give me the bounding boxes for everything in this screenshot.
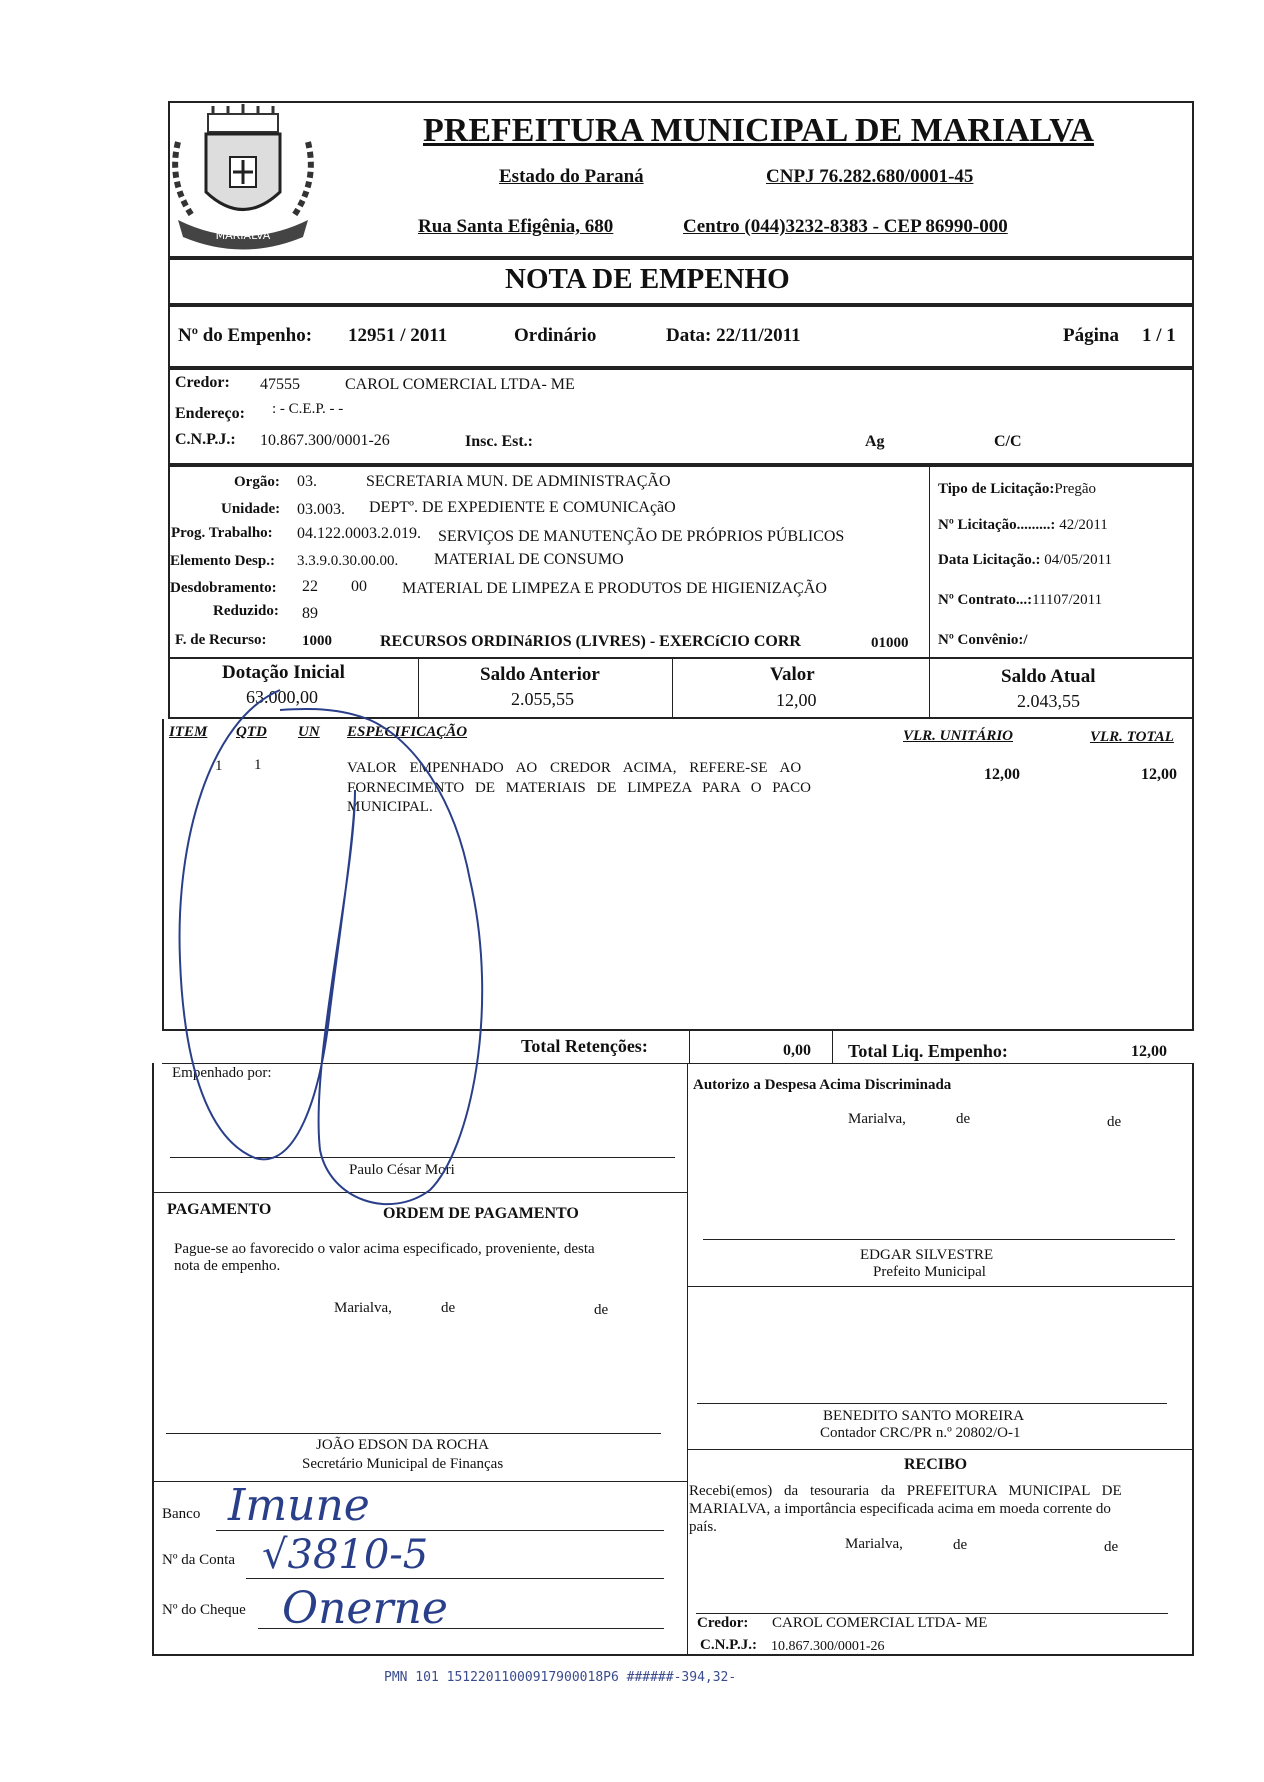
- tipo-licitacao-value: Pregão: [1054, 481, 1097, 497]
- elemento-code: 3.3.9.0.30.00.00.: [297, 553, 399, 569]
- totals-divider-1: [689, 1029, 690, 1063]
- contador-name: BENEDITO SANTO MOREIRA: [823, 1408, 1025, 1424]
- autorizo-de-1: de: [956, 1111, 971, 1127]
- autorizo-label: Autorizo a Despesa Acima Discriminada: [693, 1077, 952, 1093]
- saldo-anterior-value: 2.055,55: [511, 689, 574, 709]
- address-label: Rua Santa Efigênia, 680: [418, 216, 614, 237]
- prefeito-name: EDGAR SILVESTRE: [860, 1247, 994, 1263]
- row-qtd: 1: [254, 757, 262, 773]
- balance-divider-2: [672, 657, 673, 719]
- row-spec-line-2: FORNECIMENTO DE MATERIAIS DE LIMPEZA PARA O PACO: [347, 780, 811, 796]
- conta-field-line: [246, 1578, 664, 1579]
- reduzido-value: 89: [302, 605, 318, 622]
- row-spec-line-1: VALOR EMPENHADO AO CREDOR ACIMA, REFERE-SE AO: [347, 760, 802, 776]
- autorizo-de-2: de: [1107, 1114, 1122, 1130]
- empenho-type: Ordinário: [514, 325, 597, 346]
- credor-code: 47555: [260, 376, 300, 393]
- balance-divider-3: [929, 657, 930, 719]
- state-label: Estado do Paraná: [499, 166, 644, 187]
- desdobramento-code: 22: [302, 578, 318, 595]
- unidade-value: DEPTº. DE EXPEDIENTE E COMUNICAçãO: [369, 499, 676, 516]
- cheque-handwritten: Onerne: [282, 1583, 448, 1634]
- cnpj-header: CNPJ 76.282.680/0001-45: [766, 166, 974, 187]
- valor-value: 12,00: [776, 690, 817, 710]
- contador-top-line: [687, 1286, 1194, 1287]
- municipal-crest-icon: [168, 102, 318, 254]
- empenho-number-label: Nº do Empenho:: [178, 325, 313, 346]
- desdobramento-label: Desdobramento:: [170, 580, 277, 596]
- liq-empenho-value: 12,00: [1131, 1043, 1167, 1060]
- pagamento-text-2: nota de empenho.: [174, 1258, 281, 1274]
- recibo-credor-value: CAROL COMERCIAL LTDA- ME: [772, 1615, 988, 1631]
- prog-value: SERVIÇOS DE MANUTENÇÃO DE PRÓPRIOS PÚBLICOS: [438, 528, 845, 545]
- autorizo-sign-line: [703, 1239, 1175, 1240]
- elemento-label: Elemento Desp.:: [170, 553, 275, 569]
- cnpj-value: 10.867.300/0001-26: [260, 432, 390, 449]
- col-unit-value: VLR. UNITÁRIO: [903, 728, 1014, 744]
- dotacao-label: Dotação Inicial: [222, 662, 345, 683]
- num-licitacao-label: [938, 517, 1108, 534]
- budget-divider: [929, 465, 930, 659]
- municipality-title: PREFEITURA MUNICIPAL DE MARIALVA: [423, 112, 1094, 149]
- orgao-code: 03.: [297, 473, 317, 490]
- retencoes-label: Total Retenções:: [521, 1036, 648, 1056]
- contrato-key: Nº Contrato...:: [938, 592, 1033, 608]
- ordem-pagamento-label: ORDEM DE PAGAMENTO: [383, 1205, 579, 1222]
- recibo-de-1: de: [953, 1537, 968, 1553]
- cnpj-label: C.N.P.J.:: [175, 431, 236, 448]
- saldo-anterior-label: Saldo Anterior: [480, 664, 600, 685]
- pagamento-de-2: de: [594, 1302, 609, 1318]
- recibo-cnpj-label: C.N.P.J.:: [700, 1637, 757, 1653]
- cc-label: C/C: [994, 433, 1022, 450]
- orgao-value: SECRETARIA MUN. DE ADMINISTRAÇÃO: [366, 473, 671, 490]
- data-licitacao-value: 04/05/2011: [1044, 552, 1113, 568]
- recibo-text-2: MARIALVA, a importância especificada acima em moeda corrente do: [689, 1501, 1111, 1517]
- col-qtd: QTD: [236, 724, 267, 740]
- recurso-code2: 01000: [871, 635, 909, 651]
- empenhado-label: Empenhado por:: [172, 1065, 272, 1081]
- desdobramento-value: MATERIAL DE LIMPEZA E PRODUTOS DE HIGIENIZAÇÃO: [402, 580, 827, 597]
- pagamento-role: Secretário Municipal de Finanças: [302, 1456, 504, 1472]
- recurso-code: 1000: [302, 633, 332, 649]
- num-licitacao-value: 42/2011: [1059, 517, 1108, 533]
- credor-name: CAROL COMERCIAL LTDA- ME: [345, 376, 575, 393]
- orgao-label: Orgão:: [234, 474, 280, 490]
- crest-text: MARIALVA: [215, 229, 271, 242]
- pagamento-sign-line: [166, 1433, 661, 1434]
- lower-center-divider: [687, 1063, 688, 1656]
- row-unit-value: 12,00: [984, 766, 1020, 783]
- tipo-licitacao-label: [938, 481, 1096, 498]
- col-total-value: VLR. TOTAL: [1090, 729, 1174, 745]
- liq-empenho-label: Total Liq. Empenho:: [848, 1041, 1008, 1061]
- totals-divider-2: [832, 1029, 833, 1063]
- col-un: UN: [298, 724, 320, 740]
- recibo-sign-line: [696, 1613, 1168, 1614]
- saldo-atual-label: Saldo Atual: [1001, 666, 1096, 687]
- contrato-label: [938, 592, 1102, 609]
- desdobramento-code2: 00: [351, 578, 367, 595]
- tipo-licitacao-key: Tipo de Licitação:: [938, 481, 1055, 497]
- prog-code: 04.122.0003.2.019.: [297, 525, 421, 542]
- document-title: NOTA DE EMPENHO: [505, 263, 790, 295]
- insc-est-label: Insc. Est.:: [465, 433, 534, 450]
- num-licitacao-key: Nº Licitação.........:: [938, 517, 1056, 533]
- banco-label: Banco: [162, 1506, 201, 1522]
- recurso-label: F. de Recurso:: [175, 632, 267, 648]
- footer-code: PMN 101 15122011000917900018P6 ######-394,32-: [384, 1670, 737, 1685]
- page-label: Página: [1063, 325, 1119, 346]
- valor-label: Valor: [770, 664, 815, 685]
- endereco-label: Endereço:: [175, 405, 245, 422]
- reduzido-label: Reduzido:: [213, 603, 279, 619]
- recibo-cnpj-value: 10.867.300/0001-26: [771, 1639, 885, 1654]
- cheque-label: Nº do Cheque: [162, 1602, 246, 1618]
- banco-handwritten: Imune: [228, 1480, 370, 1531]
- ag-label: Ag: [865, 433, 885, 450]
- retencoes-value: 0,00: [783, 1042, 811, 1059]
- recibo-label: RECIBO: [904, 1456, 968, 1473]
- data-licitacao-key: Data Licitação.:: [938, 552, 1041, 568]
- elemento-value: MATERIAL DE CONSUMO: [434, 551, 624, 568]
- conta-handwritten: √3810-5: [262, 1532, 429, 1578]
- pagamento-text-1: Pague-se ao favorecido o valor acima especificado, proveniente, desta: [174, 1241, 595, 1257]
- empenho-number: 12951 / 2011: [348, 325, 448, 346]
- dotacao-value: 63.000,00: [246, 687, 318, 707]
- recibo-top-line: [687, 1449, 1194, 1450]
- empenhado-signer: Paulo César Mori: [349, 1162, 455, 1178]
- pagamento-label: PAGAMENTO: [167, 1201, 272, 1218]
- recibo-de-2: de: [1104, 1539, 1119, 1555]
- recibo-credor-label: Credor:: [697, 1615, 749, 1631]
- pagamento-signer: JOÃO EDSON DA ROCHA: [316, 1437, 489, 1453]
- recurso-value: RECURSOS ORDINáRIOS (LIVRES) - EXERCíCIO CORR: [380, 633, 801, 650]
- data-licitacao-label: [938, 552, 1112, 569]
- row-spec-line-3: MUNICIPAL.: [347, 799, 433, 815]
- page-number: 1 / 1: [1142, 325, 1176, 346]
- empenho-date: Data: 22/11/2011: [666, 325, 801, 346]
- unidade-label: Unidade:: [221, 501, 281, 517]
- pagamento-de-1: de: [441, 1300, 456, 1316]
- recibo-text-3: país.: [689, 1519, 717, 1535]
- contador-sign-line: [697, 1403, 1167, 1404]
- signature-ink-icon: [170, 680, 510, 1220]
- pagamento-place: Marialva,: [334, 1300, 392, 1316]
- col-specification: ESPECIFICAÇÃO: [347, 724, 468, 740]
- conta-label: Nº da Conta: [162, 1552, 235, 1568]
- row-total-value: 12,00: [1141, 766, 1177, 783]
- unidade-code: 03.003.: [297, 501, 345, 518]
- prefeito-role: Prefeito Municipal: [873, 1264, 986, 1280]
- credor-label: Credor:: [175, 374, 230, 391]
- endereco-value: : - C.E.P. - -: [272, 401, 344, 417]
- row-item: 1: [215, 758, 223, 774]
- contrato-value: 11107/2011: [1032, 592, 1103, 608]
- saldo-atual-value: 2.043,55: [1017, 691, 1080, 711]
- recibo-place: Marialva,: [845, 1536, 903, 1552]
- contact-label: Centro (044)3232-8383 - CEP 86990-000: [683, 216, 1008, 237]
- contador-role: Contador CRC/PR n.º 20802/O-1: [820, 1425, 1021, 1441]
- recibo-text-1: Recebi(emos) da tesouraria da PREFEITURA MUNICIPAL DE: [689, 1483, 1122, 1499]
- prog-label: Prog. Trabalho:: [171, 525, 273, 541]
- autorizo-place: Marialva,: [848, 1111, 906, 1127]
- convenio-label: Nº Convênio:/: [938, 632, 1028, 648]
- col-item: ITEM: [169, 724, 208, 740]
